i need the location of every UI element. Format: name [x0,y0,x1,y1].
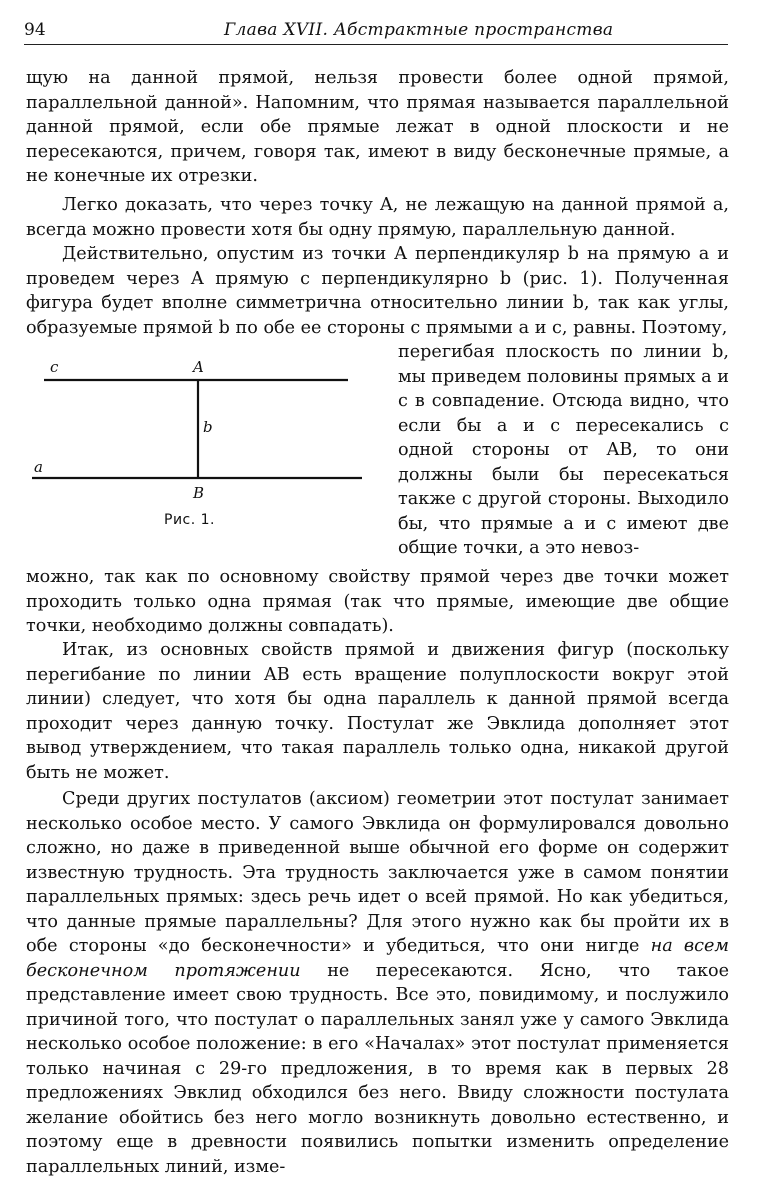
paragraph-3-end: можно, так как по основному свойству прямой через две точки может проходить только одна прямая (так что прямые, имеющие две общие точки, необходимо должны совпадать). [26,567,729,636]
figure-1 [26,356,388,542]
paragraph-3-side: перегибая плоскость по линии b, мы приведем половины прямых a и c в совпадение. Отсюда видно, что если бы a и c пересекались с одной стороны от AB, то они должны были бы пересекаться также с другой стороны. Выходило бы, что прямые a и c имеют две общие точки, а это невоз- [398,342,729,558]
label-b: b [203,418,213,436]
paragraph-5-text-a: Среди других постулатов (аксиом) геометрии этот постулат занимает несколько особое место. У самого Эвклида он формулировался довольно сложно, но даже в приведенной выше обычной его форме он содержит известную трудность. Эта трудность заключается уже в самом понятии параллельных прямых: здесь речь идет о всей прямой. Но как убедиться, что данные прямые параллельны? Для этого нужно как бы пройти их в обе стороны «до бесконечности» и убедиться, что они нигде [26,789,729,956]
paragraph-5 [26,787,729,1179]
paragraph-4: Итак, из основных свойств прямой и движения фигур (поскольку перегибание по линии AB есть вращение полуплоскости вокруг этой линии) следует, что хотя бы одна параллель к данной прямой всегда проходит через данную точку. Постулат же Эвклида дополняет этот вывод утверждением, что такая параллель только одна, никакой другой быть не может. [26,640,729,783]
label-a: a [34,458,43,476]
label-c: c [50,358,59,376]
running-title: Глава XVII. Абстрактные пространства [224,20,614,40]
paragraph-5-emphasis: на всем бесконечном протяжении [26,936,730,981]
page-number: 94 [24,20,46,40]
paragraph-2: Легко доказать, что через точку A, не лежащую на данной прямой a, всегда можно провести хотя бы одну прямую, параллельную данной. [26,195,729,240]
paragraph-5-text-b: не пересекаются. Ясно, что такое представление имеет свою трудность. Все это, повидимому, и послужило причиной того, что постулат о параллельных занял уже у самого Эвклида несколько особое положение: в его «Началах» этот постулат применяется только начиная с 29-го предложения, в то время как в первых 28 предложениях Эвклид обходился без него. Ввиду сложности постулата желание обойтись без него могло возникнуть довольно естественно, и поэтому еще в древности появились попытки изменить определение параллельных линий, изме- [26,960,729,1177]
paragraph-1: щую на данной прямой, нельзя провести более одной прямой, параллельной данной». Напомним, что прямая называется параллельной данной прямой, если обе прямые лежат в одной плоскости и не пересекаются, причем, говоря так, имеют в виду бесконечные прямые, а не конечные их отрезки. [26,68,729,186]
figure-caption: Рис. 1. [164,512,215,528]
paragraph-3: Действительно, опустим из точки A перпендикуляр b на прямую a и проведем через A прямую c перпендикулярно b (рис. 1). Полученная фигура будет вполне симметрична относительно линии b, так как углы, образуемые прямой b по обе ее стороны с прямыми a и c, равны. Поэтому, [26,244,729,338]
label-A: A [193,358,204,376]
running-header [24,18,728,45]
label-B: B [193,484,205,502]
